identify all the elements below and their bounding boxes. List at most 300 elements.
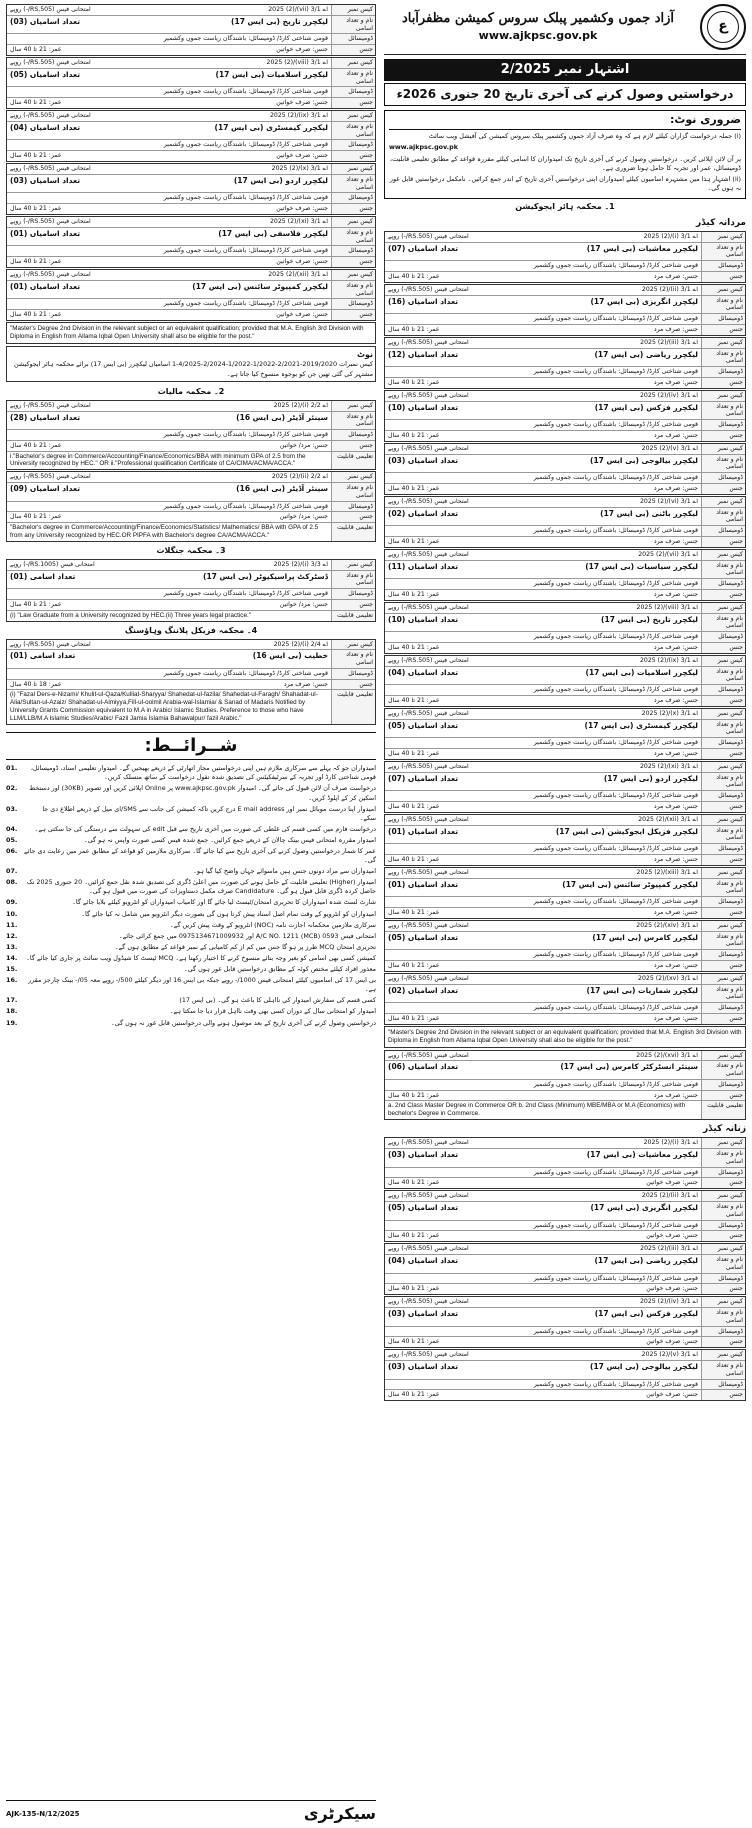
sex-label: جنس xyxy=(701,1091,745,1101)
post-count: تعداد اسامیاں (03) xyxy=(388,1150,459,1160)
domicile-label: ڈومیسائل xyxy=(701,950,745,960)
post-title-row xyxy=(385,402,745,421)
sex-label: جنس xyxy=(701,961,745,971)
post-count: تعداد اسامیاں (05) xyxy=(10,69,81,79)
sex-age-value xyxy=(7,441,331,451)
case-row xyxy=(385,444,745,455)
sex-age-value xyxy=(7,512,331,522)
note-text: کیس نمبرات 2019/2020-2/2021-1/2022-1/2022-2/2024-4/2025-1 اسامیاں لیکچرر (بی ایس 17) برائے محکمہ ہائر ایجوکیشن مشتہر کی گئی تھیں جن کو بوجوہ منسوخ کیا جاتا ہے۔ xyxy=(13,360,373,378)
post-title: لیکچرر اسلامیات (بی ایس 17) xyxy=(585,667,698,677)
post-name-label: نام و تعداد اسامی xyxy=(331,412,375,430)
post-title: خطیب (بی ایس 16) xyxy=(252,651,328,661)
domicile-row xyxy=(385,1168,745,1179)
male-cadre-title: مردانہ کیڈر xyxy=(696,217,746,228)
sex-age-row xyxy=(385,855,745,865)
post-title-value xyxy=(385,879,701,897)
post-title: لیکچرر بیالوجی (بی ایس 17) xyxy=(590,1362,698,1372)
exam-fee: امتحانی فیس (RS.505/-) روپے xyxy=(388,656,469,664)
post-title: سینئر آڈیٹر (بی ایس 16) xyxy=(236,412,328,422)
domicile-text: قومی شناختی کارڈ/ ڈومیسائل: باشندگان ریاست جموں وکشمیر xyxy=(163,669,328,677)
sex-label: جنس xyxy=(701,272,745,282)
post-block xyxy=(6,57,376,109)
condition-text: امیدوار اپنا درست موبائل نمبر اور E mail address درج کریں تاکہ کمیشن کی جانب سے SMS/ای میل کے ذریعے اطلاع دی جا سکے۔ xyxy=(42,804,376,822)
sex-age-value xyxy=(7,257,331,267)
post-block xyxy=(384,1243,746,1295)
sex-text: جنس: مرد/ خواتین xyxy=(279,600,328,608)
domicile-value xyxy=(385,526,701,536)
sex-age-row xyxy=(385,643,745,653)
age-text: عمر: 18 تا 40 سال xyxy=(10,680,62,688)
dept-higher-education: 1۔ محکمہ ہائر ایجوکیشن xyxy=(515,201,615,211)
case-row xyxy=(7,5,375,16)
post-block xyxy=(6,110,376,162)
post-name-label: نام و تعداد اسامی xyxy=(701,296,745,314)
sex-age-value xyxy=(385,590,701,600)
post-title-value xyxy=(7,69,331,87)
sex-label: جنس xyxy=(701,537,745,547)
sex-text: جنس: صرف مرد xyxy=(653,855,698,863)
sex-label: جنس xyxy=(701,1231,745,1241)
post-title-row xyxy=(385,932,745,951)
domicile-text: قومی شناختی کارڈ/ ڈومیسائل: باشندگان ریاست جموں وکشمیر xyxy=(163,35,328,43)
age-text: عمر: 21 تا 40 سال xyxy=(388,855,440,863)
conditions-list xyxy=(6,764,376,1029)
age-text: عمر: 21 تا 40 سال xyxy=(388,431,440,439)
post-title-row xyxy=(7,412,375,431)
condition-item xyxy=(6,805,376,823)
case-number: اے 3/1 (xi)/2025 (2) xyxy=(639,762,698,770)
case-label: کیس نمبر xyxy=(331,560,375,570)
domicile-label: ڈومیسائل xyxy=(701,314,745,324)
sex-age-value xyxy=(7,600,331,610)
case-row xyxy=(385,1191,745,1202)
domicile-value xyxy=(385,685,701,695)
domicile-text: قومی شناختی کارڈ/ ڈومیسائل: باشندگان ریاست جموں وکشمیر xyxy=(533,315,698,323)
case-row xyxy=(385,1051,745,1062)
condition-item xyxy=(6,878,376,896)
domicile-value xyxy=(385,1168,701,1178)
post-title-value xyxy=(385,402,701,420)
sex-age-value xyxy=(7,680,331,690)
post-name-label: نام و تعداد اسامی xyxy=(331,175,375,193)
post-block xyxy=(6,639,376,725)
website-url[interactable]: www.ajkpsc.gov.pk xyxy=(478,29,598,43)
post-block xyxy=(384,867,746,919)
age-text: عمر: 21 تا 40 سال xyxy=(388,643,440,651)
case-number: اے 3/1 (xv)/2025 (2) xyxy=(638,974,698,982)
post-name-label: نام و تعداد اسامی xyxy=(701,508,745,526)
condition-text: معذور افراد کیلئے مختص کوٹہ کے مطابق درخواستیں قابل غور ہوں گی۔ xyxy=(183,965,376,974)
footer-reference: AJK-135-N/12/2025 xyxy=(6,1809,80,1818)
domicile-value xyxy=(385,1221,701,1231)
case-label: کیس نمبر xyxy=(701,1350,745,1360)
domicile-row xyxy=(385,844,745,855)
post-name-label: نام و تعداد اسامی xyxy=(701,243,745,261)
case-row xyxy=(7,401,375,412)
domicile-row xyxy=(7,589,375,600)
sex-age-value xyxy=(385,1091,701,1101)
domicile-label: ڈومیسائل xyxy=(701,579,745,589)
post-title-row xyxy=(385,296,745,315)
sex-age-row xyxy=(385,749,745,759)
case-value xyxy=(385,921,701,931)
domicile-text: قومی شناختی کارڈ/ ڈومیسائل: باشندگان ریاست جموں وکشمیر xyxy=(533,421,698,429)
domicile-value xyxy=(7,34,331,44)
domicile-row xyxy=(7,193,375,204)
left-column xyxy=(6,4,376,1824)
post-count: تعداد اسامیاں (01) xyxy=(10,281,81,291)
condition-item xyxy=(6,898,376,907)
post-title-row xyxy=(7,281,375,300)
post-block xyxy=(384,337,746,389)
case-value xyxy=(385,762,701,772)
post-title-row xyxy=(385,508,745,527)
post-title-value xyxy=(7,175,331,193)
male-posts-list xyxy=(384,231,746,1026)
sex-age-value xyxy=(385,643,701,653)
case-number: اے 3/3 (i)/2025 (2) xyxy=(273,560,328,568)
post-name-label: نام و تعداد اسامی xyxy=(701,1308,745,1326)
domicile-row xyxy=(385,632,745,643)
domicile-label: ڈومیسائل xyxy=(331,299,375,309)
domicile-text: قومی شناختی کارڈ/ ڈومیسائل: باشندگان ریاست جموں وکشمیر xyxy=(163,194,328,202)
sex-text: جنس: صرف مرد xyxy=(283,680,328,688)
qualification-row xyxy=(7,452,375,470)
case-row xyxy=(385,285,745,296)
post-title-row xyxy=(385,826,745,845)
domicile-row xyxy=(7,502,375,513)
exam-fee: امتحانی فیس (RS.505/-) روپے xyxy=(10,59,91,66)
sex-label: جنس xyxy=(331,204,375,214)
sex-label: جنس xyxy=(331,310,375,320)
sex-text: جنس: صرف مرد xyxy=(653,961,698,969)
case-label: کیس نمبر xyxy=(701,1244,745,1254)
dept-finance: 2۔ محکمہ مالیات xyxy=(157,386,225,396)
exam-fee: امتحانی فیس (RS.505/-) روپے xyxy=(388,1245,469,1253)
case-row xyxy=(385,1138,745,1149)
sex-text: جنس: صرف مرد xyxy=(653,325,698,333)
exam-fee: امتحانی فیس (RS.505/-) روپے xyxy=(388,603,469,611)
sex-label: جنس xyxy=(701,1284,745,1294)
domicile-value xyxy=(385,473,701,483)
sex-text: جنس: صرف مرد xyxy=(653,1014,698,1022)
domicile-label: ڈومیسائل xyxy=(701,261,745,271)
post-title-row xyxy=(385,243,745,262)
domicile-value xyxy=(385,844,701,854)
sex-age-value xyxy=(385,537,701,547)
sex-text: جنس: صرف مرد xyxy=(653,272,698,280)
post-block xyxy=(384,761,746,813)
domicile-row xyxy=(385,367,745,378)
exam-fee: امتحانی فیس (RS.505/-) روپے xyxy=(10,6,91,13)
case-row xyxy=(385,338,745,349)
notice-para-1: (i) جملہ درخواست گزاران کیلئے لازم ہے کہ وہ صرف آزاد جموں وکشمیر پبلک سروس کمیشن کی آفیشل ویب سائٹ xyxy=(428,132,741,140)
sex-label: جنس xyxy=(701,1178,745,1188)
post-name-label: نام و تعداد اسامی xyxy=(331,571,375,589)
case-label: کیس نمبر xyxy=(701,762,745,772)
sex-text: جنس: صرف خواتین xyxy=(276,311,328,318)
post-block xyxy=(384,1296,746,1348)
post-count: تعداد اسامیاں (28) xyxy=(10,412,81,422)
case-value xyxy=(7,560,331,570)
case-label: کیس نمبر xyxy=(701,815,745,825)
sex-label: جنس xyxy=(701,643,745,653)
exam-fee: امتحانی فیس (RS.505/-) روپے xyxy=(388,232,469,240)
case-row xyxy=(385,709,745,720)
case-value xyxy=(385,656,701,666)
domicile-text: قومی شناختی کارڈ/ ڈومیسائل: باشندگان ریاست جموں وکشمیر xyxy=(533,633,698,641)
condition-number: 08. xyxy=(6,878,18,887)
condition-text: بی ایس 17 کی اسامیوں کیلئے امتحانی فیس 1000/- روپے جبکہ بی ایس 16 اور دیگر کیلئے 500/- روپے معہ 05/- بینک چارجز مقرر ہے۔ xyxy=(28,976,376,994)
condition-number: 18. xyxy=(6,1007,18,1016)
post-title-row xyxy=(7,228,375,247)
sex-label: جنس xyxy=(701,431,745,441)
post-count: تعداد اسامیاں (03) xyxy=(388,1362,459,1372)
age-text: عمر: 21 تا 40 سال xyxy=(388,378,440,386)
domicile-label: ڈومیسائل xyxy=(331,589,375,599)
case-number: اے 3/1 (i)/2025 (2) xyxy=(643,232,698,240)
post-count: تعداد اسامیاں (05) xyxy=(388,720,459,730)
age-text: عمر: 21 تا 40 سال xyxy=(388,1391,440,1399)
exam-fee: امتحانی فیس (RS.505/-) روپے xyxy=(388,497,469,505)
domicile-value xyxy=(385,897,701,907)
female-posts-list xyxy=(384,1137,746,1402)
case-number: اے 3/1 (ix)/2025 (2) xyxy=(639,656,698,664)
domicile-row xyxy=(385,1327,745,1338)
age-text: عمر: 21 تا 40 سال xyxy=(388,802,440,810)
domicile-value xyxy=(385,1380,701,1390)
case-number: اے 3/1 (vii)/2025 (2) xyxy=(638,550,698,558)
domicile-label: ڈومیسائل xyxy=(331,140,375,150)
domicile-label: ڈومیسائل xyxy=(331,34,375,44)
exam-fee: امتحانی فیس (RS.505/-) روپے xyxy=(388,1298,469,1306)
post-title-row xyxy=(7,122,375,141)
exam-fee: امتحانی فیس (RS.505/-) روپے xyxy=(388,1139,469,1147)
condition-number: 02. xyxy=(6,784,18,793)
condition-item xyxy=(6,965,376,974)
post-title-value xyxy=(385,1061,701,1079)
post-name-label: نام و تعداد اسامی xyxy=(701,349,745,367)
domicile-label: ڈومیسائل xyxy=(331,669,375,679)
sex-age-row xyxy=(385,1178,745,1188)
sex-text: جنس: صرف خواتین xyxy=(276,205,328,212)
commission-seal-icon xyxy=(700,4,746,50)
left-urdu-note xyxy=(6,346,376,382)
dept-physical-planning: 4۔ محکمہ فزیکل پلاننگ وہاؤسنگ xyxy=(124,625,258,635)
condition-text: درخواست صرف آن لائن قبول کی جائے گی۔ امیدوار www.ajkpsc.gov.pk پر Online اپلائی کریں اور تصویر (30KB) اور دستخط اسکین کر کے اپلوڈ کریں۔ xyxy=(29,784,376,802)
case-label: کیس نمبر xyxy=(331,111,375,121)
domicile-label: ڈومیسائل xyxy=(701,1274,745,1284)
case-value xyxy=(7,217,331,227)
post-title-value xyxy=(385,349,701,367)
post-title: لیکچرر فلاسفی (بی ایس 17) xyxy=(218,228,328,238)
case-value xyxy=(385,338,701,348)
post-name-label: نام و تعداد اسامی xyxy=(701,879,745,897)
sex-age-value xyxy=(385,1231,701,1241)
domicile-label: ڈومیسائل xyxy=(331,430,375,440)
domicile-label: ڈومیسائل xyxy=(701,685,745,695)
condition-number: 10. xyxy=(6,909,18,918)
post-name-label: نام و تعداد اسامی xyxy=(331,122,375,140)
case-number: اے 3/1 (viii)/2025 (2) xyxy=(636,603,698,611)
age-text: عمر: 21 تا 40 سال xyxy=(388,590,440,598)
exam-fee: امتحانی فیس (RS.505/-) روپے xyxy=(388,1192,469,1200)
case-value xyxy=(385,391,701,401)
case-label: کیس نمبر xyxy=(701,1138,745,1148)
condition-text: کمیشن کسی بھی اسامی کو بغیر وجہ بتائے منسوخ کرنے کا اختیار رکھتا ہے۔ MCQ ٹیسٹ کا شیڈول ویب سائٹ پر جاری کیا جائے گا۔ xyxy=(26,953,376,962)
sex-age-row xyxy=(385,325,745,335)
post-count: تعداد اسامیاں (01) xyxy=(388,826,459,836)
domicile-text: قومی شناختی کارڈ/ ڈومیسائل: باشندگان ریاست جموں وکشمیر xyxy=(533,686,698,694)
sex-text: جنس: مرد/ خواتین xyxy=(279,513,328,521)
age-text: عمر: 21 تا 40 سال xyxy=(388,1338,440,1346)
case-number: اے 2/4 (i)/2025 (2) xyxy=(273,640,328,648)
sex-age-row xyxy=(385,1337,745,1347)
domicile-row xyxy=(7,430,375,441)
organization-name: آزاد جموں وکشمیر پبلک سروس کمیشن مظفرآباد xyxy=(401,11,675,26)
female-cadre-title: زنانہ کیڈر xyxy=(702,1124,746,1135)
post-block xyxy=(384,814,746,866)
condition-text: شارٹ لسٹ شدہ امیدواران کا تحریری امتحان/ٹیسٹ لیا جائے گا اور کامیاب امیدواران کو انٹرویو کیلئے بلایا جائے گا۔ xyxy=(72,898,376,907)
post-title: لیکچرر کمپیوٹر سائنس (بی ایس 17) xyxy=(562,879,698,889)
post-title: لیکچرر اسلامیات (بی ایس 17) xyxy=(215,69,328,79)
condition-text: امتحانی فیس A/C NO. 1211 (MCB) 0593 اور 0975134671009932 میں جمع کرائی جائے۔ xyxy=(118,931,376,940)
case-label: کیس نمبر xyxy=(331,5,375,15)
condition-number: 09. xyxy=(6,898,18,907)
case-number: اے 3/1 (x)/2025 (2) xyxy=(641,709,698,717)
domicile-text: قومی شناختی کارڈ/ ڈومیسائل: باشندگان ریاست جموں وکشمیر xyxy=(533,262,698,270)
post-count: تعداد اسامیاں (02) xyxy=(388,985,459,995)
age-text: عمر: 21 تا 40 سال xyxy=(388,961,440,969)
domicile-label: ڈومیسائل xyxy=(701,791,745,801)
post-block xyxy=(384,284,746,336)
sex-label: جنس xyxy=(331,45,375,55)
exam-fee: امتحانی فیس (RS.505/-) روپے xyxy=(388,709,469,717)
domicile-row xyxy=(385,579,745,590)
domicile-label: ڈومیسائل xyxy=(701,738,745,748)
sex-age-value xyxy=(385,1284,701,1294)
post-name-label: نام و تعداد اسامی xyxy=(701,455,745,473)
condition-item xyxy=(6,932,376,941)
case-label: کیس نمبر xyxy=(701,497,745,507)
sex-age-value xyxy=(7,98,331,108)
post-title-value xyxy=(385,667,701,685)
post-title-value xyxy=(7,281,331,299)
header-text xyxy=(384,11,692,43)
post-name-label: نام و تعداد اسامی xyxy=(701,1149,745,1167)
sex-age-row xyxy=(7,204,375,214)
domicile-label: ڈومیسائل xyxy=(701,1327,745,1337)
notice-title: ضروری نوٹ: xyxy=(389,113,741,130)
domicile-text: قومی شناختی کارڈ/ ڈومیسائل: باشندگان ریاست جموں وکشمیر xyxy=(533,474,698,482)
sex-text: جنس: صرف خواتین xyxy=(646,1391,698,1399)
sex-label: جنس xyxy=(331,151,375,161)
post-count: تعداد اسامیاں (03) xyxy=(388,455,459,465)
post-title-row xyxy=(385,720,745,739)
case-row xyxy=(385,815,745,826)
sex-age-value xyxy=(385,484,701,494)
post-block xyxy=(384,390,746,442)
domicile-value xyxy=(385,1003,701,1013)
case-row xyxy=(385,497,745,508)
domicile-text: قومی شناختی کارڈ/ ڈومیسائل: باشندگان ریاست جموں وکشمیر xyxy=(533,1080,698,1088)
age-text: عمر: 21 تا 40 سال xyxy=(10,152,62,159)
condition-item xyxy=(6,954,376,963)
sex-age-row xyxy=(385,590,745,600)
domicile-row xyxy=(385,420,745,431)
post-title: ڈسٹرکٹ پراسیکیوٹر (بی ایس 17) xyxy=(203,571,328,581)
qualification-label: تعلیمی قابلیت xyxy=(331,452,375,470)
post-block xyxy=(6,216,376,268)
case-row xyxy=(385,232,745,243)
sex-text: جنس: صرف خواتین xyxy=(276,99,328,106)
case-value xyxy=(385,603,701,613)
post-title-row xyxy=(385,773,745,792)
case-value xyxy=(385,232,701,242)
case-row xyxy=(7,217,375,228)
case-number: اے 3/1 (vi)/2025 (2) xyxy=(639,497,698,505)
sex-label: جنس xyxy=(701,590,745,600)
case-label: کیس نمبر xyxy=(331,164,375,174)
post-count: تعداد اسامیاں (01) xyxy=(10,228,81,238)
age-text: عمر: 21 تا 40 سال xyxy=(388,1285,440,1293)
age-text: عمر: 21 تا 40 سال xyxy=(388,484,440,492)
domicile-label: ڈومیسائل xyxy=(331,502,375,512)
post-count: تعداد اسامیاں (05) xyxy=(388,932,459,942)
case-number: اے 3/1 (xvi)/2025 (2) xyxy=(636,1051,698,1059)
post-name-label: نام و تعداد اسامی xyxy=(701,985,745,1003)
domicile-row xyxy=(385,1380,745,1391)
post-title-value xyxy=(7,571,331,589)
case-value xyxy=(7,5,331,15)
condition-text: امیدوار (Higher) تعلیمی قابلیت کے حامل ہونے کی صورت میں اعلیٰ ڈگری کی تصدیق شدہ نقل جمع کرائیں۔ 20 جنوری 2025 تک حاصل کردہ ڈگری قابل قبول ہو گی۔ Candidature صرف مکمل دستاویزات کی صورت میں قبول ہو گی۔ xyxy=(26,878,376,896)
post-count: تعداد اسامیاں (04) xyxy=(388,1256,459,1266)
post-title-value xyxy=(385,932,701,950)
post-title: لیکچرر فزکس (بی ایس 17) xyxy=(594,402,698,412)
two-column-layout xyxy=(6,4,746,1824)
sex-age-value xyxy=(385,1390,701,1400)
post-count: تعداد اسامیاں (02) xyxy=(388,508,459,518)
post-block xyxy=(6,559,376,622)
notice-link[interactable]: www.ajkpsc.gov.pk xyxy=(389,143,458,152)
post-count: تعداد اسامیاں (04) xyxy=(10,122,81,132)
post-title-value xyxy=(385,985,701,1003)
domicile-row xyxy=(385,685,745,696)
post-title: لیکچرر کیمسٹری (بی ایس 17) xyxy=(214,122,328,132)
post-title: سینئر انسٹرکٹر کامرس (بی ایس 17) xyxy=(560,1062,698,1072)
condition-item xyxy=(6,847,376,865)
domicile-row xyxy=(385,897,745,908)
post-name-label: نام و تعداد اسامی xyxy=(331,483,375,501)
post-block xyxy=(384,973,746,1025)
case-label: کیس نمبر xyxy=(701,285,745,295)
condition-number: 07. xyxy=(6,867,18,876)
qualification-text: a. 2nd Class Master Degree in Commerce OR b. 2nd Class (Minimum) MBE/MBA or M.A (Economics) with bechelor's Degree in Commerce. xyxy=(388,1102,686,1118)
condition-item xyxy=(6,976,376,994)
condition-number: 17. xyxy=(6,996,18,1005)
post-title: لیکچرر بیالوجی (بی ایس 17) xyxy=(590,455,698,465)
case-label: کیس نمبر xyxy=(331,270,375,280)
domicile-row xyxy=(7,140,375,151)
qualification-text: i."Bachelor's degree in Commerce/Accounting/Finance/Economics/BBA with minimum GPA of 2.5 from the University recognized by HEC." OR ii."Professional qualification Certificate of CA/CIMA/ACMA/ACCA." xyxy=(10,452,306,468)
case-value xyxy=(7,111,331,121)
domicile-value xyxy=(385,738,701,748)
exam-fee: امتحانی فیس (RS.505/-) روپے xyxy=(10,112,91,119)
case-value xyxy=(385,1350,701,1360)
case-label: کیس نمبر xyxy=(701,974,745,984)
post-title-row xyxy=(385,879,745,898)
sex-age-row xyxy=(7,45,375,55)
